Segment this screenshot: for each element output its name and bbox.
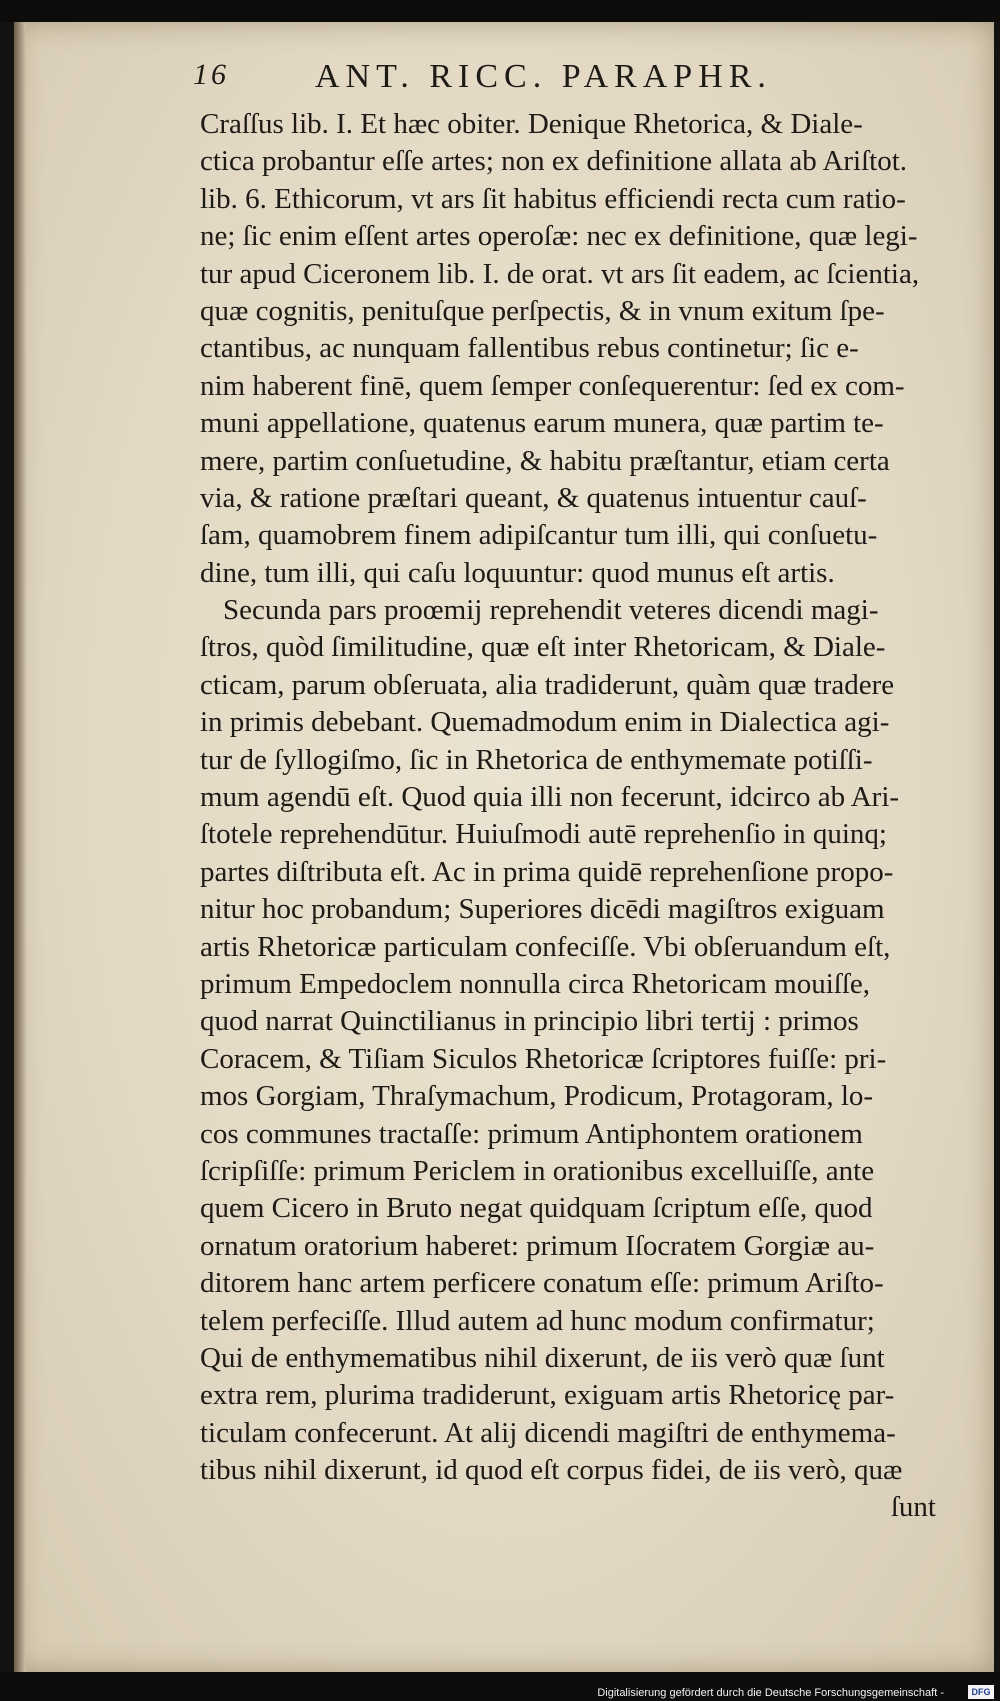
text-line: ſtros, quòd ſimilitudine, quæ eſt inter Rhetoricam, & Diale- xyxy=(200,631,886,664)
text-line: ne; ſic enim eſſent artes operoſæ: nec ex definitione, quæ legi- xyxy=(200,220,918,253)
text-line: ticulam confecerunt. At alij dicendi magiſtri de enthymema- xyxy=(200,1416,896,1449)
text-line: telem perfeciſſe. Illud autem ad hunc modum confirmatur; xyxy=(200,1304,875,1337)
body-text xyxy=(200,106,940,1527)
text-line: artis Rhetoricæ particulam confeciſſe. Vbi obſeruandum eſt, xyxy=(200,930,891,963)
text-line: ctica probantur eſſe artes; non ex definitione allata ab Ariſtot. xyxy=(200,145,908,178)
paragraph-start-line: Secunda pars proœmij reprehendit veteres dicendi magi- xyxy=(223,594,879,627)
text-line: tibus nihil dixerunt, id quod eſt corpus fidei, de iis verò, quæ xyxy=(200,1454,903,1487)
text-line: Craſſus lib. I. Et hæc obiter. Denique Rhetorica, & Diale- xyxy=(200,108,863,140)
text-line: partes diſtributa eſt. Ac in prima quidē reprehenſione propo- xyxy=(200,855,894,888)
text-line: quem Cicero in Bruto negat quidquam ſcriptum eſſe, quod xyxy=(200,1192,873,1225)
catchword: ſunt xyxy=(890,1491,936,1524)
running-head xyxy=(193,58,823,102)
text-line: tur de ſyllogiſmo, ſic in Rhetorica de enthymemate potiſſi- xyxy=(200,743,873,776)
text-line: in primis debebant. Quemadmodum enim in Dialectica agi- xyxy=(200,706,890,739)
text-line: lib. 6. Ethicorum, vt ars ſit habitus efficiendi recta cum ratio- xyxy=(200,182,906,215)
text-line: ſcripſiſſe: primum Periclem in orationibus excelluiſſe, ante xyxy=(200,1154,875,1187)
text-line: ornatum oratorium haberet: primum Iſocratem Gorgiæ au- xyxy=(200,1229,875,1262)
text-line: primum Empedoclem nonnulla circa Rhetoricam mouiſſe, xyxy=(200,967,871,1000)
text-line: cos communes tractaſſe: primum Antiphontem orationem xyxy=(200,1117,863,1150)
page-number: 16 xyxy=(193,58,229,91)
text-line: cticam, parum obſeruata, alia tradiderunt, quàm quæ tradere xyxy=(200,668,895,701)
digitization-credit: Digitalisierung gefördert durch die Deutsche Forschungsgemeinschaft - xyxy=(597,1687,944,1699)
text-line: via, & ratione præſtari queant, & quatenus intuentur cauſ- xyxy=(200,481,867,514)
text-line: mum agendū eſt. Quod quia illi non fecerunt, idcirco ab Ari- xyxy=(200,781,900,814)
text-line: mos Gorgiam, Thraſymachum, Prodicum, Protagoram, lo- xyxy=(200,1080,874,1113)
text-line: nitur hoc probandum; Superiores dicēdi magiſtros exiguam xyxy=(200,893,885,926)
page-gutter-shadow xyxy=(14,22,26,1672)
text-line: dine, tum illi, qui caſu loquuntur: quod munus eſt artis. xyxy=(200,556,835,589)
dfg-logo: DFG xyxy=(968,1685,994,1699)
text-line: muni appellatione, quatenus earum munera, quæ partim te- xyxy=(200,407,884,440)
text-line: mere, partim conſuetudine, & habitu præſtantur, etiam certa xyxy=(200,444,890,477)
text-line: nim haberent finē, quem ſemper conſequerentur: ſed ex com- xyxy=(200,369,905,402)
text-line: ctantibus, ac nunquam fallentibus rebus continetur; ſic e- xyxy=(200,332,859,365)
text-line: quæ cognitis, penituſque perſpectis, & in vnum exitum ſpe- xyxy=(200,294,885,327)
text-line: ſam, quamobrem finem adipiſcantur tum illi, qui conſuetu- xyxy=(200,519,878,552)
text-line: ſtotele reprehendūtur. Huiuſmodi autē reprehenſio in quinq; xyxy=(200,818,887,851)
text-line: extra rem, plurima tradiderunt, exiguam artis Rhetoricę par- xyxy=(200,1379,895,1412)
text-line: ditorem hanc artem perficere conatum eſſe: primum Ariſto- xyxy=(200,1267,884,1300)
text-line: quod narrat Quinctilianus in principio libri tertij : primos xyxy=(200,1005,859,1038)
text-line: Qui de enthymematibus nihil dixerunt, de iis verò quæ ſunt xyxy=(200,1341,885,1374)
text-line: Coracem, & Tiſiam Siculos Rhetoricæ ſcriptores fuiſſe: pri- xyxy=(200,1042,887,1075)
scan-top-border xyxy=(0,0,1000,22)
text-line: tur apud Ciceronem lib. I. de orat. vt ars ſit eadem, ac ſcientia, xyxy=(200,257,920,290)
running-title: ANT. RICC. PARAPHR. xyxy=(315,58,772,95)
